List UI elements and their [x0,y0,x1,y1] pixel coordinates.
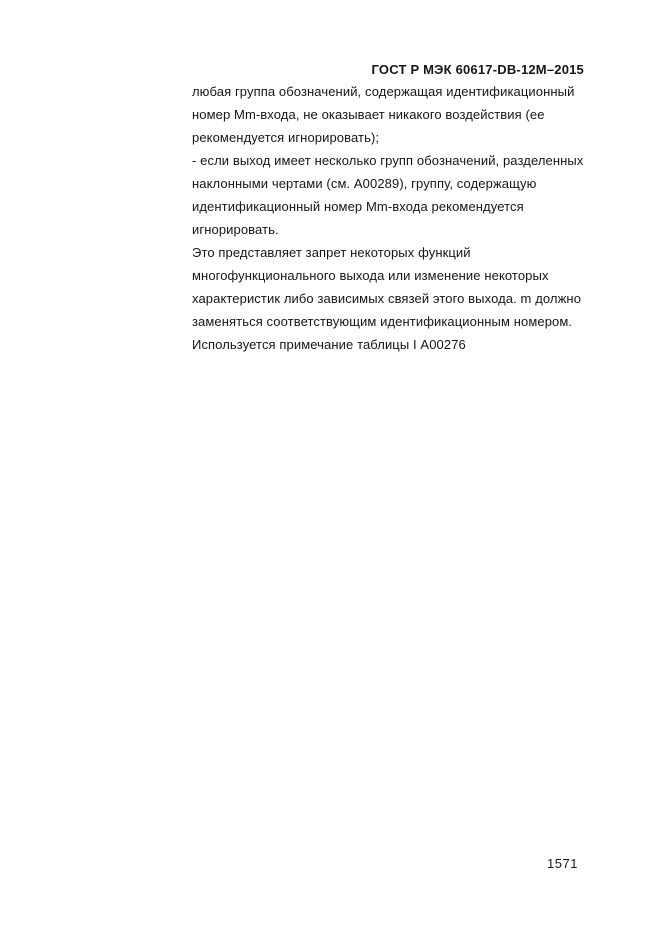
page-number: 1571 [547,856,578,871]
text-line: характеристик либо зависимых связей этого выхода. m должно [192,291,582,306]
text-line: Используется примечание таблицы I А00276 [192,337,466,352]
document-header-title: ГОСТ Р МЭК 60617-DB-12М–2015 [371,62,584,77]
document-body-text [192,80,602,356]
text-line: - если выход имеет несколько групп обозначений, разделенных [192,153,584,168]
text-line: игнорировать. [192,222,279,237]
text-line: любая группа обозначений, содержащая идентификационный [192,84,575,99]
text-line: номер Mm-входа, не оказывает никакого воздействия (ее [192,107,545,122]
text-line: заменяться соответствующим идентификационным номером. [192,314,573,329]
text-line: идентификационный номер Mm-входа рекомендуется [192,199,524,214]
text-line: наклонными чертами (см. А00289), группу, содержащую [192,176,537,191]
text-line: рекомендуется игнорировать); [192,130,380,145]
text-line: многофункционального выхода или изменение некоторых [192,268,549,283]
text-line: Это представляет запрет некоторых функций [192,245,471,260]
